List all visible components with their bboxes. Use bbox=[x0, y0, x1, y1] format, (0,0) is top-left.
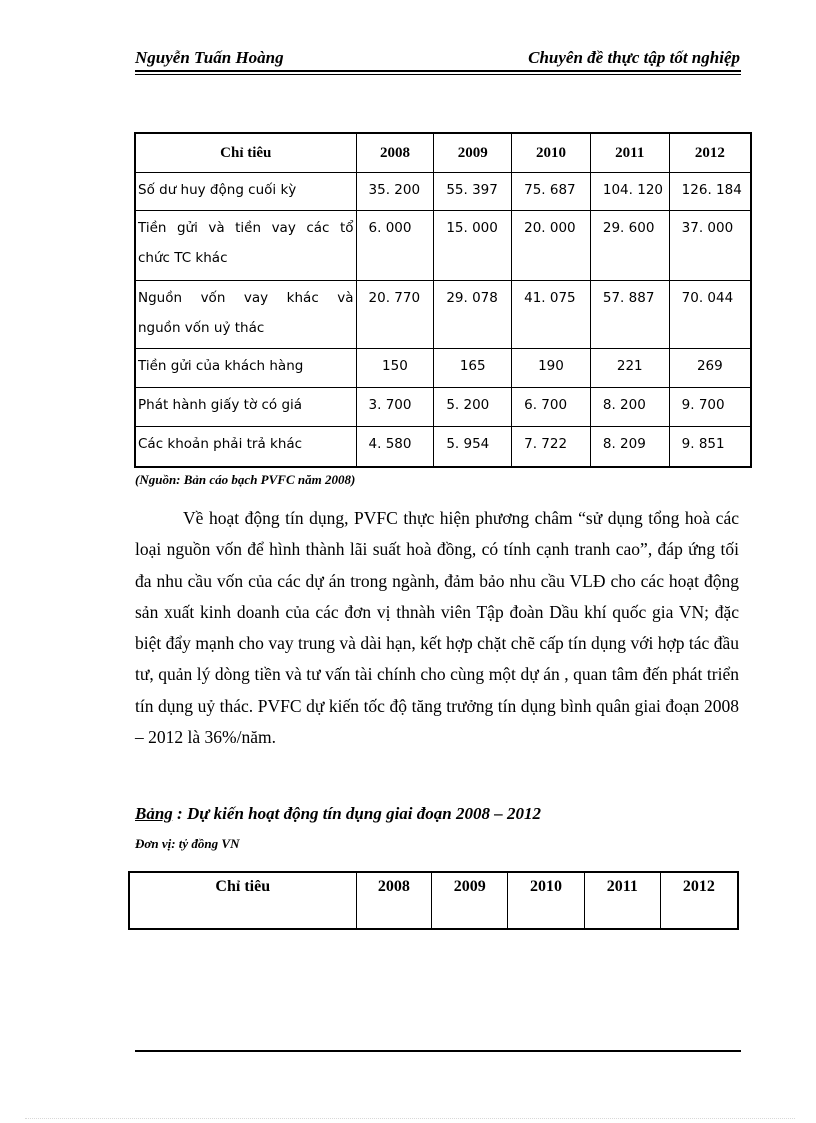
table-cell: 7. 722 bbox=[512, 427, 591, 467]
table-caption bbox=[135, 804, 541, 824]
column-header: 2011 bbox=[584, 872, 660, 929]
table-cell: 8. 209 bbox=[590, 427, 669, 467]
source-note: (Nguồn: Bản cáo bạch PVFC năm 2008) bbox=[135, 472, 356, 487]
table-row bbox=[135, 388, 751, 427]
table-cell: 75. 687 bbox=[512, 173, 591, 211]
row-label: Phát hành giấy tờ có giá bbox=[135, 388, 356, 427]
table-cell: 57. 887 bbox=[590, 281, 669, 349]
header-rule bbox=[135, 70, 741, 72]
row-label: Tiền gửi của khách hàng bbox=[135, 349, 356, 388]
table-cell: 126. 184 bbox=[669, 173, 751, 211]
row-label: Tiền gửi và tiền vay các tổ chức TC khác bbox=[135, 211, 356, 281]
table-cell: 29. 600 bbox=[590, 211, 669, 281]
table-cell: 190 bbox=[512, 349, 591, 388]
column-header: 2010 bbox=[512, 133, 591, 173]
credit-forecast-table bbox=[128, 871, 739, 930]
table-cell: 9. 700 bbox=[669, 388, 751, 427]
column-header: 2011 bbox=[590, 133, 669, 173]
page-bottom-dotted-edge bbox=[25, 1118, 795, 1119]
header-rule-thin bbox=[135, 74, 741, 75]
table-cell: 269 bbox=[669, 349, 751, 388]
table-cell: 165 bbox=[434, 349, 512, 388]
table-row bbox=[135, 349, 751, 388]
row-label: Các khoản phải trả khác bbox=[135, 427, 356, 467]
table-cell: 20. 000 bbox=[512, 211, 591, 281]
table-cell: 6. 700 bbox=[512, 388, 591, 427]
table-header-row bbox=[135, 133, 751, 173]
table-cell: 15. 000 bbox=[434, 211, 512, 281]
table-cell: 9. 851 bbox=[669, 427, 751, 467]
table-row bbox=[135, 211, 751, 281]
caption-prefix: Bảng bbox=[135, 804, 173, 823]
capital-mobilization-table bbox=[134, 132, 752, 468]
caption-text: : Dự kiến hoạt động tín dụng giai đoạn 2008 – 2012 bbox=[172, 804, 541, 823]
column-header: Chỉ tiêu bbox=[129, 872, 356, 929]
footer-rule bbox=[135, 1050, 741, 1052]
column-header: 2008 bbox=[356, 872, 432, 929]
column-header: 2009 bbox=[432, 872, 508, 929]
table-cell: 70. 044 bbox=[669, 281, 751, 349]
header-document-title: Chuyên đề thực tập tốt nghiệp bbox=[528, 48, 740, 67]
unit-note: Đơn vị: tỷ đồng VN bbox=[135, 836, 240, 851]
table-cell: 37. 000 bbox=[669, 211, 751, 281]
row-label: Nguồn vốn vay khác và nguồn vốn uỷ thác bbox=[135, 281, 356, 349]
row-label: Số dư huy động cuối kỳ bbox=[135, 173, 356, 211]
table-row bbox=[135, 173, 751, 211]
table-cell: 5. 954 bbox=[434, 427, 512, 467]
column-header: 2010 bbox=[508, 872, 585, 929]
body-paragraph: Về hoạt động tín dụng, PVFC thực hiện phương châm “sử dụng tổng hoà các loại nguồn vốn để hình thành lãi suất hoà đồng, có tính cạnh tranh cao”, đáp ứng tối đa nhu cầu vốn của các dự án trong ngành, đảm bảo nhu cầu VLĐ cho các hoạt động sản xuất kinh doanh của các đơn vị thnàh viên Tập đoàn Dầu khí quốc gia VN; đặc biệt đẩy mạnh cho vay trung và dài hạn, kết hợp chặt chẽ cấp tín dụng với hợp tác đầu tư, quản lý dòng tiền và tư vấn tài chính cho cùng một dự án , quan tâm đến phát triển tín dụng uỷ thác. PVFC dự kiến tốc độ tăng trưởng tín dụng bình quân giai đoạn 2008 – 2012 là 36%/năm. bbox=[135, 508, 739, 748]
table-cell: 3. 700 bbox=[356, 388, 434, 427]
column-header: 2012 bbox=[669, 133, 751, 173]
table-header-row bbox=[129, 872, 738, 929]
column-header: 2009 bbox=[434, 133, 512, 173]
column-header: 2012 bbox=[660, 872, 738, 929]
table-cell: 6. 000 bbox=[356, 211, 434, 281]
table-row bbox=[135, 281, 751, 349]
table-row bbox=[135, 427, 751, 467]
table-cell: 41. 075 bbox=[512, 281, 591, 349]
table-cell: 4. 580 bbox=[356, 427, 434, 467]
table-cell: 104. 120 bbox=[590, 173, 669, 211]
column-header: 2008 bbox=[356, 133, 434, 173]
table-cell: 221 bbox=[590, 349, 669, 388]
header-author: Nguyễn Tuấn Hoàng bbox=[135, 48, 284, 67]
table-cell: 20. 770 bbox=[356, 281, 434, 349]
column-header: Chỉ tiêu bbox=[135, 133, 356, 173]
table-cell: 29. 078 bbox=[434, 281, 512, 349]
table-cell: 150 bbox=[356, 349, 434, 388]
table-cell: 55. 397 bbox=[434, 173, 512, 211]
table-cell: 35. 200 bbox=[356, 173, 434, 211]
table-cell: 8. 200 bbox=[590, 388, 669, 427]
table-cell: 5. 200 bbox=[434, 388, 512, 427]
page-header bbox=[135, 48, 740, 70]
